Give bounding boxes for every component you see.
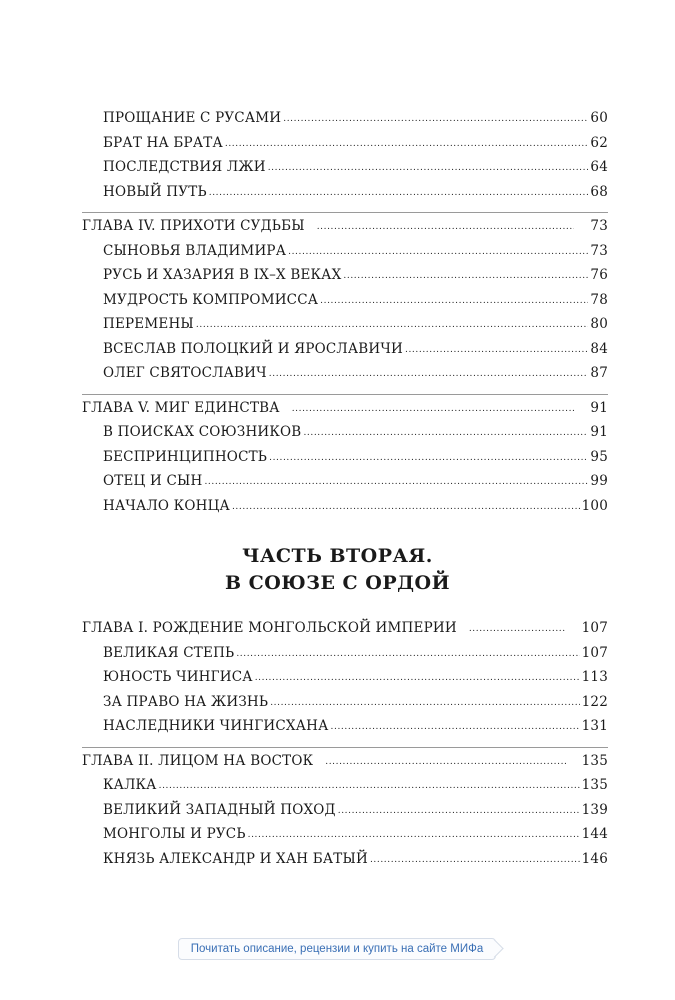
leader-dots: [405, 340, 588, 356]
chapter-divider: [82, 212, 608, 213]
toc-entry[interactable]: [82, 365, 608, 390]
toc-entry-page: 100: [581, 497, 608, 514]
toc-entry-page: 107: [581, 644, 608, 661]
toc-entry[interactable]: [82, 135, 608, 160]
toc-entry-label: НОВЫЙ ПУТЬ: [103, 183, 207, 200]
toc-entry[interactable]: [82, 184, 608, 209]
toc-entry[interactable]: [82, 826, 608, 851]
toc-entry[interactable]: [82, 110, 608, 135]
leader-dots: [370, 850, 580, 866]
toc-entry[interactable]: [82, 718, 608, 743]
leader-dots: [255, 668, 580, 684]
leader-dots: [303, 423, 588, 439]
toc-part2: [82, 620, 608, 875]
toc-entry-label: ЮНОСТЬ ЧИНГИСА: [103, 669, 253, 685]
toc-entry[interactable]: [82, 694, 608, 719]
toc-entry-label: ПЕРЕМЕНЫ: [103, 316, 194, 332]
toc-entry[interactable]: [82, 316, 608, 341]
toc-entry[interactable]: [82, 243, 608, 268]
leader-dots: [343, 266, 588, 282]
toc-entry[interactable]: [82, 498, 608, 523]
myth-site-link-text: Почитать описание, рецензии и купить на сайте МИФа: [190, 943, 484, 955]
toc-entry-page: 139: [581, 801, 608, 818]
leader-dots: [325, 752, 565, 768]
chevron-right-icon: [485, 939, 503, 957]
leader-dots: [469, 619, 566, 635]
toc-chapter-label: ГЛАВА II. ЛИЦОМ НА ВОСТОК: [82, 752, 314, 769]
toc-chapter[interactable]: [82, 620, 608, 645]
chapter-divider: [82, 394, 608, 395]
toc-chapter-label: ГЛАВА V. МИГ ЕДИНСТВА: [82, 399, 280, 416]
toc-chapter-label: ГЛАВА IV. ПРИХОТИ СУДЬБЫ: [82, 218, 305, 234]
toc-entry-page: 91: [590, 424, 608, 440]
toc-entry-page: 99: [590, 473, 608, 489]
leader-dots: [196, 315, 589, 331]
toc-chapter-page: 107: [581, 620, 608, 636]
toc-entry-label: МОНГОЛЫ И РУСЬ: [103, 826, 246, 842]
myth-site-link[interactable]: [178, 938, 496, 960]
toc-entry-page: 87: [590, 365, 608, 381]
leader-dots: [232, 497, 580, 513]
toc-entry-label: МУДРОСТЬ КОМПРОМИССА: [103, 291, 319, 308]
toc-entry-page: 146: [581, 850, 608, 867]
toc-entry[interactable]: [82, 341, 608, 366]
toc-entry-label: КНЯЗЬ АЛЕКСАНДР И ХАН БАТЫЙ: [103, 850, 368, 867]
toc-entry[interactable]: [82, 292, 608, 317]
toc-part1: [82, 110, 608, 522]
leader-dots: [288, 242, 588, 258]
toc-entry-label: СЫНОВЬЯ ВЛАДИМИРА: [103, 242, 287, 259]
leader-dots: [204, 472, 588, 488]
toc-entry[interactable]: [82, 473, 608, 498]
toc-entry-page: 78: [590, 291, 608, 308]
toc-entry-page: 76: [590, 267, 608, 283]
toc-entry-page: 144: [581, 826, 608, 842]
leader-dots: [236, 644, 579, 660]
toc-entry[interactable]: [82, 267, 608, 292]
toc-entry-label: БЕСПРИНЦИПНОСТЬ: [103, 448, 268, 465]
leader-dots: [331, 717, 580, 733]
toc-entry[interactable]: [82, 159, 608, 184]
toc-entry-label: ВСЕСЛАВ ПОЛОЦКИЙ И ЯРОСЛАВИЧИ: [103, 340, 404, 357]
toc-entry-page: 95: [590, 448, 608, 465]
leader-dots: [338, 801, 580, 817]
chapter-divider: [82, 747, 608, 748]
toc-chapter[interactable]: [82, 218, 608, 243]
toc-chapter-page: 91: [590, 399, 608, 416]
toc-entry-label: ЗА ПРАВО НА ЖИЗНЬ: [103, 693, 269, 710]
toc-entry[interactable]: [82, 424, 608, 449]
toc-entry-label: БРАТ НА БРАТА: [103, 134, 223, 151]
toc-entry-label: ПРОЩАНИЕ С РУСАМИ: [103, 110, 282, 126]
part-title-line1: ЧАСТЬ ВТОРАЯ.: [242, 545, 433, 567]
toc-entry-page: 62: [590, 134, 608, 151]
toc-entry[interactable]: [82, 777, 608, 802]
toc-entry-label: ПОСЛЕДСТВИЯ ЛЖИ: [103, 159, 266, 175]
leader-dots: [269, 448, 588, 464]
toc-entry[interactable]: [82, 669, 608, 694]
toc-entry-label: КАЛКА: [103, 777, 157, 793]
toc-entry-label: ОТЕЦ И СЫН: [103, 473, 203, 489]
leader-dots: [209, 183, 589, 199]
toc-entry-label: ОЛЕГ СВЯТОСЛАВИЧ: [103, 365, 267, 381]
toc-chapter-label: ГЛАВА I. РОЖДЕНИЕ МОНГОЛЬСКОЙ ИМПЕРИИ: [82, 620, 457, 636]
toc-chapter-page: 135: [581, 752, 608, 769]
leader-dots: [269, 364, 589, 380]
toc-entry-label: РУСЬ И ХАЗАРИЯ В IX–X ВЕКАХ: [103, 267, 342, 283]
part-title: [0, 543, 675, 597]
toc-entry-page: 131: [581, 718, 608, 734]
leader-dots: [270, 693, 579, 709]
leader-dots: [292, 399, 575, 415]
leader-dots: [225, 134, 589, 150]
leader-dots: [320, 291, 588, 307]
part-title-line2: В СОЮЗЕ С ОРДОЙ: [224, 572, 451, 594]
leader-dots: [159, 776, 580, 792]
toc-entry-label: В ПОИСКАХ СОЮЗНИКОВ: [103, 424, 302, 440]
leader-dots: [283, 109, 588, 125]
toc-entry-page: 113: [581, 669, 608, 685]
leader-dots: [268, 158, 589, 174]
toc-entry-label: ВЕЛИКАЯ СТЕПЬ: [103, 644, 235, 661]
toc-entry-page: 135: [581, 777, 608, 793]
toc-entry-page: 68: [590, 183, 608, 200]
toc-chapter-page: 73: [590, 218, 608, 234]
toc-entry[interactable]: [82, 851, 608, 876]
toc-entry-label: НАЧАЛО КОНЦА: [103, 497, 230, 514]
toc-chapter[interactable]: [82, 400, 608, 425]
toc-entry-page: 60: [590, 110, 608, 126]
toc-entry-label: ВЕЛИКИЙ ЗАПАДНЫЙ ПОХОД: [103, 801, 336, 818]
toc-entry-page: 84: [590, 340, 608, 357]
leader-dots: [317, 217, 575, 233]
toc-entry-page: 80: [590, 316, 608, 332]
toc-entry[interactable]: [82, 645, 608, 670]
toc-chapter[interactable]: [82, 753, 608, 778]
toc-entry[interactable]: [82, 449, 608, 474]
toc-entry-page: 64: [590, 159, 608, 175]
leader-dots: [248, 825, 580, 841]
toc-entry-page: 122: [581, 693, 608, 710]
toc-entry-label: НАСЛЕДНИКИ ЧИНГИСХАНА: [103, 718, 329, 734]
toc-entry-page: 73: [590, 242, 608, 259]
toc-entry[interactable]: [82, 802, 608, 827]
